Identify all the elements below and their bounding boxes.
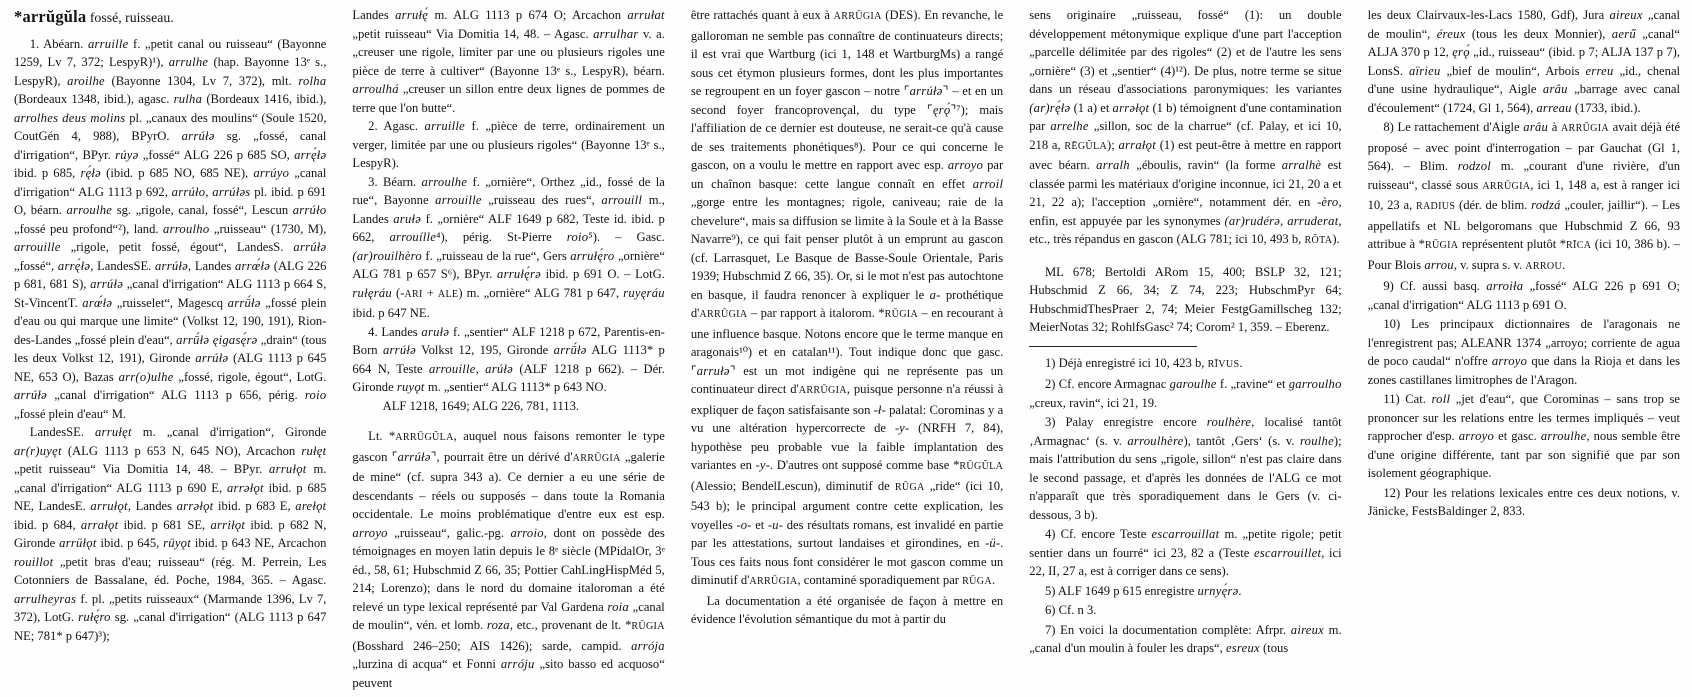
footnote: 6) Cf. n 3.: [1044, 603, 1097, 617]
text-column-4: [1029, 6, 1341, 697]
paragraph: Landes arrułę́ m. ALG 1113 p 674 O; Arcachon arrułat „petit ruisseau“ Via Domitia 14, 48. – Agasc. arrulhar v. a. „creuser une rigole, limiter par une ou plusieurs rigoles une pièce de terre à cultiver“ (Bayonne 13ᵉ s., LespyR), béarn. arroulhá „creuser un sillon entre deux lignes de pommes de terre que l'on butte“.: [352, 8, 665, 115]
footnote: 9) Cf. aussi basq. arroiła „fossé“ ALG 226 p 691 O; „canal d'irrigation“ ALG 1113 p 691 O.: [1367, 279, 1681, 312]
paragraph: ML 678; Bertoldi ARom 15, 400; BSLP 32, 121; Hubschmid Z 66, 34; Z 74, 223; HubschmPyr 64; HubschmidThesPraer 2, 74; Meier FestgGamillscheg 132; MeierNotas 32; RohlfsGasc² 74; Corom² 1, 359. – Eberenz.: [1029, 264, 1342, 334]
paragraph: sens originaire „ruisseau, fossé“ (1): un double développement métonymique explique d'une part l'acception „parcelle délimitée par des rigoles“ (2) et de l'autre les sens „ornière“ (3) et „sentier“ (4)¹²). De plus, notre terme se situe dans un réseau d'associations paronymiques: les variantes (ar)rę́łə (1 a) et arrəłǫt (1 b) témoignent d'une contamination par arrelhe „sillon, soc de la charrue“ (cf. Palay, et ici 10, 218 a, RĒGŬLA); arrałǫt (1) est peut-être à mettre en rapport avec béarn. arralh „éboulis, ravin“ (la forme arralhè est classée parmi les matériaux d'origine inconnue, ici 21, 20 a et 21, 22 a); l'acception „ornière“, notamment dér. en -èro, enfin, est appuyée par les synonymes (ar)rudérə, arruderat, etc., très répandus en gascon (ALG 781; ici 10, 493 b, RŎTA).: [1029, 8, 1342, 246]
paragraph: Lt. *ARRŪGŬLA, auquel nous faisons remonter le type gascon ⌜arrúłə⌝, pourrait être un dérivé d'ARRŪGIA „galerie de mine“ (cf. supra 343 a). Ce dernier a eu une série de descendants – réels ou supposés – dans toute la Romania occidentale. Le moins problématique d'entre eux est esp. arroyo „ruisseau“, galic.-pg. arroio, dont on possède des témoignages en moyen latin depuis le 8ᵉ siècle (MPidalOr, 3ᵉ éd., 58, 61; Hubschmid Z 66, 35; Pottier CahLingHispMéd 5, 214; Lorenzo); dans le nord du domaine italoroman a été relevé un type lexical représenté par Val Gardena roia „canal de moulin“, vén. et lomb. roza, etc., provenant de lt. *RŪGIA (Bosshard 246–250; AIS 1426); sarde, campid. arrója „lurzina di acqua“ et Fonni arróju „sito basso ed acquoso“ peuvent: [352, 429, 665, 690]
footnote: 11) Cat. roll „jet d'eau“, que Corominas – sans trop se prononcer sur les relations entre les termes impliqués – veut rapprocher d'esp. arroyo et gasc. arroulhe, nous semble être d'une origine différente, tant par son signifié que par son isolement géographique.: [1367, 392, 1681, 480]
footnote: 12) Pour les relations lexicales entre ces deux notions, v. Jänicke, FestsBaldinger 2, 833.: [1367, 485, 1681, 518]
paragraph: 3. Béarn. arroulhe f. „ornière“, Orthez „id., fossé de la rue“, Bayonne arrouille „ruisseau des rues“, arrouill m., Landes arułə f. „ornière“ ALF 1649 p 682, Teste id. ibid. p 662, arrouílle⁴), périg. St-Pierre roio⁵). – Gasc. (ar)rouilhèro f. „ruisseau de la rue“, Gers arrułę́ro „ornière“ ALG 781 p 657 S⁶), BPyr. arrułę́rə ibid. p 691 O. – LotG. rułęráu (-ARI + ALE) m. „ornière“ ALG 781 p 647, ruyęráu ibid. p 647 NE.: [352, 174, 665, 320]
paragraph: La documentation a été organisée de façon à mettre en évidence l'évolution sémantique du mot à partir du: [690, 593, 1004, 626]
footnote: 8) Le rattachement d'Aigle arâu à ARRŪGIA avait déjà été proposé – avec point d'interrogation – par Gauchat (Gl 1, 564). – Blim. rodzol m. „courant d'une rivière, d'un ruisseau“, classé sous ARRŪGIA, ici 1, 148 a, est à ranger ici 10, 23 a, RADIUS (dér. de blim. rodzá „couler, jaillir“). – Les appellatifs et NL belgoromans que Hubschmid Z 66, 93 attribue à *RŪGIA représentent plutôt *RĪCA (ici 10, 386 b). – Pour Blois arrou, v. supra s. v. ARROU.: [1367, 120, 1681, 272]
paragraph: être rattachés quant à eux à ARRŪGIA (DES). En revanche, le galloroman ne semble pas connaître de continuateurs directs; il est vrai que Wartburg (ici 1, 148 et WartburgMs) a rangé sous cet étymon plusieurs formes, dont les plus importantes se regroupent en un foyer gascon – notre ⌜arrúłə⌝ – et en un second foyer francoprovençal, du type ⌜ęrǫ́⌝⁷); mais l'affiliation de ce dernier est douteuse, ne serait-ce qu'à cause de ses traitements phonétiques⁸). Pour ce qui concerne le gascon, on a voulu le mettre en rapport avec esp. arroyo par un chaînon basque: cette langue connaît en effet arroil „gorge entre les montagnes; rigole, caniveau; raie de la chevelure“, mais sa diffusion se limite à la Soule et à la Basse Navarre⁹), ce qui fait penser plutôt à un emprunt au gascon (cf. Larrasquet, Le Basque de Basse-Soule Orientale, Paris 1939; Hubschmid Z 66, 35). Or, si le mot n'est pas autochtone en basque, il faudra renoncer à expliquer le a- prothétique d'ARRŪGIA – par rapport à italorom. *RŪGIA – en recourant à une influence basque. Notons encore que le terme manque en aragonais¹⁰) et en catalan¹¹). Tout indique donc que gasc. ⌜arrułə⌝ est un mot indigène qui ne représente pas un continuateur direct d'ARRŪGIA, puisque personne n'a réussi à expliquer de façon satisfaisante son -ł- palatal: Corominas y a vu une altération hypercorrecte de -y- (NRFH 7, 84), hypothèse peu probable vue la faible implantation des variantes en -y-. D'autres ont supposé comme base *RŪGŬLA (Alessio; BendelLescun), diminutif de RŪGA „ride“ (ici 10, 543 b); le principal argument contre cette explication, les voyelles -o- et -u- des résultats romans, est invalidé en partie par les attestations, surtout landaises et girondines, en -ü-. Tous ces faits nous font considérer le mot gascon comme un diminutif d'ARRŪGIA, contaminé sporadiquement par RŪGA.: [690, 8, 1004, 587]
footnote: 1) Déjà enregistré ici 10, 423 b, RĪVUS.: [1044, 355, 1243, 370]
footnote: 2) Cf. encore Armagnac garoulhe f. „ravine“ et garroulho „creux, ravin“, ici 21, 19.: [1029, 377, 1342, 410]
text-column-2: [352, 6, 664, 697]
paragraph: 4. Landes arułə f. „sentier“ ALF 1218 p 672, Parentis-en-Born arrúłə Volkst 12, 195, Gironde arrū́łə ALG 1113* p 664 N, Teste arrouille, arúłə (ALF 1218 p 662). – Dér. Gironde ruyǫt m. „sentier“ ALG 1113* p 643 NO.: [352, 324, 665, 394]
footnote: 5) ALF 1649 p 615 enregistre urnyę́rə.: [1044, 583, 1242, 598]
entry-headword: *arrŭgŭla fossé, ruisseau.: [14, 7, 174, 26]
paragraph: LandesSE. arrułęt m. „canal d'irrigation“, Gironde ar(r)uyęt (ALG 1113 p 653 N, 645 NO), Arcachon rułęt „petit ruisseau“ Via Domitia 14, 48. – BPyr. arrułǫt m. „canal d'irrigation“ ALG 1113 p 690 E, arrəłǫt ibid. p 685 NE, LandesE. arrułǫt, Landes arrəłǫt ibid. p 683 E, arełǫt ibid. p 684, arrałǫt ibid. p 681 SE, arriłǫt ibid. p 682 N, Gironde arrüłǫt ibid. p 645, rüyǫt ibid. p 643 NE, Arcachon rouillot „petit bras d'eau; ruisseau“ (rég. M. Perrein, Les Cotonniers de Bassalane, éd. Poche, 1984, 365. – Agasc. arrulheyras f. pl. „petits ruisseaux“ (Marmande 1396, Lv 7, 372), LotG. rułę́ro sg. „canal d'irrigation“ (ALG 1113 p 647 NE; 781* p 647)³);: [14, 425, 327, 643]
footnote: 10) Les principaux dictionnaires de l'aragonais ne l'enregistrent pas; ALEANR 1374 „arroyo; corriente de agua de poco caudal“ n'offre arroyo que dans la Rioja et dans les zones castillanes limitrophes de l'Aragon.: [1367, 317, 1681, 387]
paragraph: ALF 1218, 1649; ALG 226, 781, 1113.: [382, 398, 580, 413]
text-column-3: [691, 6, 1003, 697]
paragraph: 1. Abéarn. arruille f. „petit canal ou ruisseau“ (Bayonne 1259, Lv 7, 372; LespyR)¹), arrulhe (hap. Bayonne 13ᵉ s., LespyR), aroilhe (Bayonne 1304, Lv 7, 372), mlt. rolha (Bordeaux 1348, ibid.), agasc. rulha (Bordeaux 1416, ibid.), arrolhes deus molins pl. „canaux des moulins“ (Soule 1520, CoutGén 4, 988), BPyrO. arrúłə sg. „fossé, canal d'irrigation“, BPyr. rúyə „fossé“ ALG 226 p 685 SO, arrę́łə ibid. p 685, rę́łə (ibid. p 685 NO, 685 NE), arrúyo „canal d'irrigation“ ALG 1113 p 692, arrúło, arrúłəs pl. ibid. p 691 O, béarn. arroulhe sg. „rigole, canal, fossé“, Lescun arrúło „fossé peu profond“²), land. arroulho „ruisseau“ (1730, M), arrouille „rigole, petit fossé, égout“, LandesS. arrúłə „fossé“, arrę́łə, LandesSE. arrúłə, Landes arrœ́łə (ALG 226 p 681, 681 S), arrúłə „canal d'irrigation“ ALG 1113 p 664 S, St-VincentT. arœ́łə „ruisselet“, Magescq arrū́łə „fossé plein d'eau ou qui marque une limite“ (Volkst 12, 190, 191), Rion-des-Landes „fossé plein d'eau“, arrū́łə ęigasę́rə „drain“ (tous les deux Volkst 12, 191), Gironde arrúłə (ALG 1113 p 645 NE, 653 O), Bazas arr(o)ulhe „fossé, rigole, égout“, LotG. arrúłə „canal d'irrigation“ ALG 1113 p 656, périg. roio „fossé plein d'eau“ M.: [14, 36, 327, 421]
text-column-5: [1368, 6, 1680, 697]
paragraph: les deux Clairvaux-les-Lacs 1580, Gdf), Jura aireux „canal de moulin“, éreux (tous les deux Monnier), aerű „canal“ ALJA 370 p 12, ęrǫ́ „id., ruisseau“ (ibid. p 7; ALJA 137 p 7), LonsS. aïrieu „bief de moulin“, Arbois erreu „id., chenal d'une usine hydraulique“, Aigle arâu „barrage avec canal d'écoulement“ (1724, Gl 1, 564), arreau (1733, ibid.).: [1367, 8, 1681, 115]
footnote-separator: [1029, 346, 1197, 347]
footnote: 7) En voici la documentation complète: Afrpr. aireux m. „canal d'un moulin à fouler les draps“, esreux (tous: [1029, 622, 1342, 655]
text-column-1: [14, 6, 326, 697]
paragraph: 2. Agasc. arruille f. „pièce de terre, ordinairement un verger, limitée par une ou plusieurs rigoles“ (Bayonne 13ᵉ s., LespyR).: [352, 119, 665, 170]
footnote: 4) Cf. encore Teste escarrouillat m. „petite rigole; petit sentier dans un fourré“ ici 23, 82 a (Teste escarrouillet, ici 22, II, 27 a, est à corriger dans ce sens).: [1029, 527, 1342, 578]
footnote: 3) Palay enregistre encore roulhère, localisé tantôt ‚Armagnac‘ (s. v. arroulhère), tantôt ‚Gers‘ (s. v. roulhe); mais l'attribution du sens „rigole, sillon“ n'est pas claire dans le second passage, et d'après les données de l'ALG ce mot n'apparaît que très sporadiquement dans le Gers (v. ci-dessous, 3 b).: [1029, 415, 1342, 522]
